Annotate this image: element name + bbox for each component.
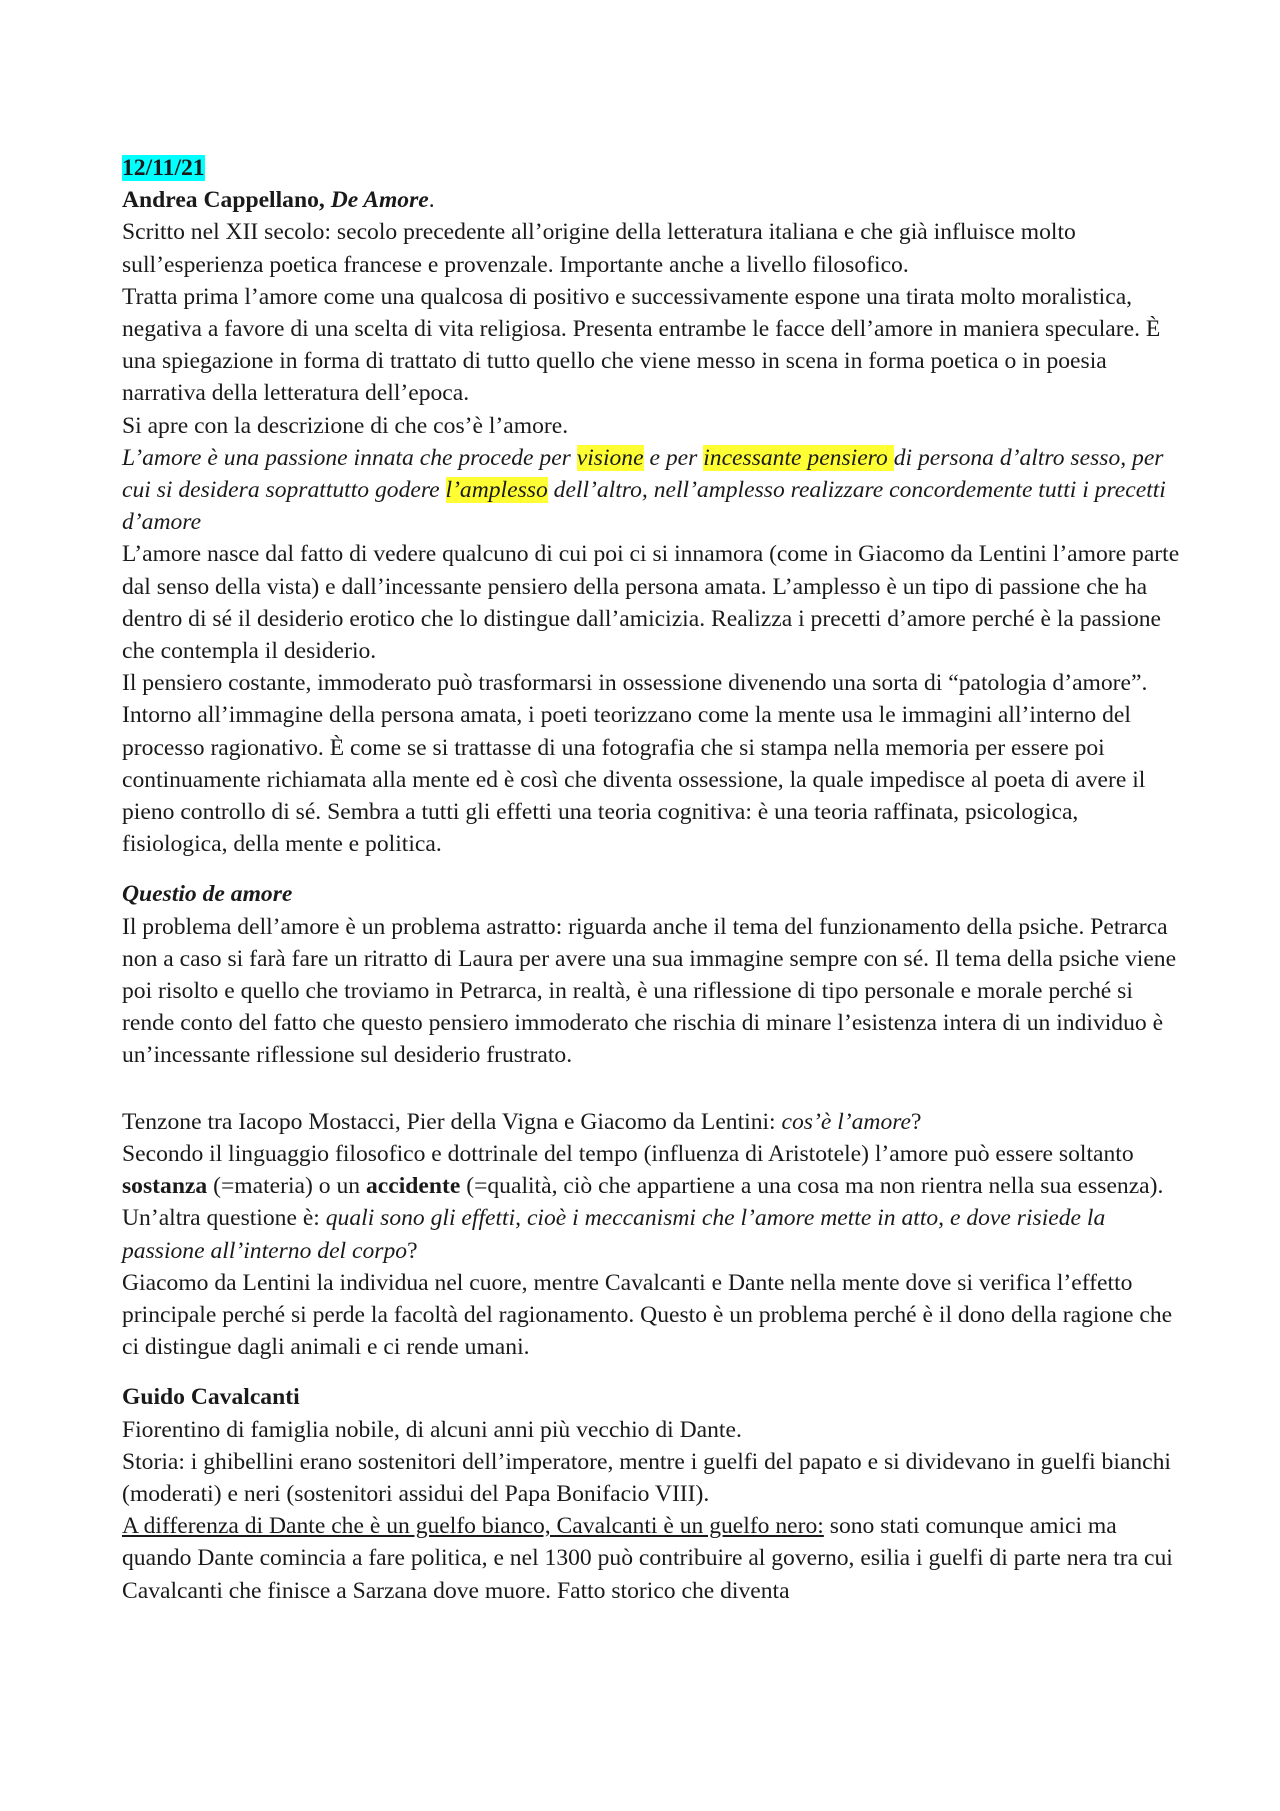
paragraph: Il problema dell’amore è un problema astratto: riguarda anche il tema del funzionamento della psiche. Petrarca non a caso si farà fare un ritratto di Laura per avere una sua immagine sempre con sé. Il tema della psiche viene poi risolto e quello che troviamo in Petrarca, in realtà, è una riflessione di tipo personale e morale perché si rende conto del fatto che questo pensiero immoderato che rischia di minare l’esistenza intera di un individuo è un’incessante riflessione sul desiderio frustrato.: [122, 913, 1177, 1069]
definition-quote: L’amore è una passione innata che procede per visione e per incessante pensiero di persona d’altro sesso, per cui si desidera soprattutto godere l’amplesso dell’altro, nell’amplesso realizzare concordemente tutti i precetti d’amore: [122, 444, 1166, 536]
document-page: [122, 152, 1182, 1607]
work-title: De Amore: [330, 187, 429, 214]
section-heading-cavalcanti: Guido Cavalcanti: [122, 1384, 300, 1411]
paragraph-tenzone: Tenzone tra Iacopo Mostacci, Pier della Vigna e Giacomo da Lentini: cos’è l’amore?: [122, 1108, 922, 1135]
paragraph: Giacomo da Lentini la individua nel cuore, mentre Cavalcanti e Dante nella mente dove si verifica l’effetto principale perché si perde la facoltà del ragionamento. Questo è un problema perché è il dono della ragione che ci distingue dagli animali e ci rende umani.: [122, 1269, 1173, 1361]
underlined-sentence: A differenza di Dante che è un guelfo bianco, Cavalcanti è un guelfo nero:: [122, 1513, 824, 1540]
paragraph: Fiorentino di famiglia nobile, di alcuni anni più vecchio di Dante.: [122, 1416, 742, 1443]
paragraph: Il pensiero costante, immoderato può trasformarsi in ossessione divenendo una sorta di “patologia d’amore”. Intorno all’immagine della persona amata, i poeti teorizzano come la mente usa le immagini all’interno del processo ragionativo. È come se si trattasse di una fotografia che si stampa nella memoria per essere poi continuamente richiamata alla mente ed è così che diventa ossessione, la quale impedisce al poeta di avere il pieno controllo di sé. Sembra a tutti gli effetti una teoria cognitiva: è una teoria raffinata, psicologica, fisiologica, della mente e politica.: [122, 670, 1148, 858]
paragraph-sostanza-accidente: Secondo il linguaggio filosofico e dottrinale del tempo (influenza di Aristotele) l’amore può essere soltanto sostanza (=materia) o un accidente (=qualità, ciò che appartiene a una cosa ma non rientra nella sua essenza).: [122, 1140, 1164, 1200]
term-accidente: accidente: [365, 1173, 461, 1200]
paragraph: L’amore nasce dal fatto di vedere qualcuno di cui poi ci si innamora (come in Giacomo da Lentini l’amore parte dal senso della vista) e dall’incessante pensiero della persona amata. L’amplesso è un tipo di passione che ha dentro di sé il desiderio erotico che lo distingue dall’amicizia. Realizza i precetti d’amore perché è la passione che contempla il desiderio.: [122, 541, 1180, 665]
section-title-de-amore: Andrea Cappellano, De Amore.: [122, 187, 435, 214]
paragraph: Scritto nel XII secolo: secolo precedente all’origine della letteratura italiana e che già influisce molto sull’esperienza poetica francese e provenzale. Importante anche a livello filosofico.: [122, 219, 1076, 278]
author-name: Andrea Cappellano,: [122, 187, 325, 214]
term-sostanza: sostanza: [122, 1173, 208, 1200]
paragraph: Tratta prima l’amore come una qualcosa di positivo e successivamente espone una tirata molto moralistica, negativa a favore di una scelta di vita religiosa. Presenta entrambe le facce dell’amore in maniera speculare. È una spiegazione in forma di trattato di tutto quello che viene messo in scena in forma poetica o in poesia narrativa della letteratura dell’epoca.: [122, 283, 1161, 407]
highlight-visione: visione: [576, 444, 644, 471]
section-heading-questio: Questio de amore: [122, 881, 293, 908]
paragraph-guelfi: A differenza di Dante che è un guelfo bianco, Cavalcanti è un guelfo nero: sono stati comunque amici ma quando Dante comincia a fare politica, e nel 1300 può contribuire al governo, esilia i guelfi di parte nera tra cui Cavalcanti che finisce a Sarzana dove muore. Fatto storico che diventa: [122, 1513, 1173, 1604]
date-line: [122, 152, 1182, 184]
date-highlight: 12/11/21: [122, 155, 205, 181]
paragraph-questione: Un’altra questione è: quali sono gli effetti, cioè i meccanismi che l’amore mette in atto, e dove risiede la passione all’interno del corpo?: [122, 1205, 1106, 1264]
highlight-incessante-pensiero: incessante pensiero: [703, 444, 894, 471]
highlight-amplesso: l’amplesso: [445, 477, 548, 504]
paragraph: Storia: i ghibellini erano sostenitori dell’imperatore, mentre i guelfi del papato e si dividevano in guelfi bianchi (moderati) e neri (sostenitori assidui del Papa Bonifacio VIII).: [122, 1448, 1171, 1507]
paragraph: Si apre con la descrizione di che cos’è l’amore.: [122, 412, 569, 439]
